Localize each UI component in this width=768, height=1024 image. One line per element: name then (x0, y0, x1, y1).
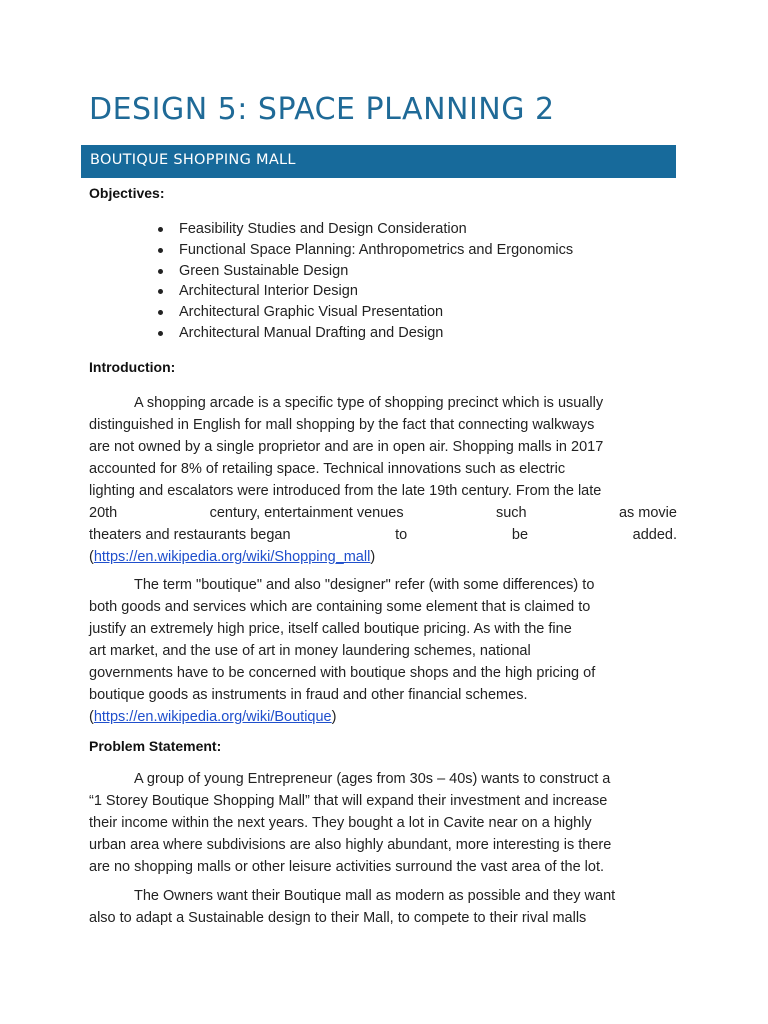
paren: ) (331, 709, 337, 725)
bullet-icon (158, 289, 163, 294)
list-item (89, 302, 573, 323)
text-line (89, 546, 677, 568)
text-line (89, 414, 677, 436)
text-line (89, 480, 677, 502)
bullet-icon (158, 331, 163, 336)
bullet-icon (158, 227, 163, 232)
line-word: theaters and restaurants began (89, 527, 291, 543)
text-line (89, 812, 677, 834)
text-line (89, 768, 677, 790)
introduction-paragraph-1 (89, 392, 677, 568)
bullet-icon (158, 248, 163, 253)
line-text: both goods and services which are containing some element that is claimed to (89, 599, 591, 615)
paren: ( (89, 549, 94, 565)
text-line (89, 856, 677, 878)
line-text: justify an extremely high price, itself called boutique pricing. As with the fine (89, 621, 572, 637)
text-line (89, 618, 677, 640)
line-text: accounted for 8% of retailing space. Technical innovations such as electric (89, 461, 566, 477)
bullet-icon (158, 310, 163, 315)
list-item (89, 323, 573, 344)
objective-text: Architectural Manual Drafting and Design (179, 324, 444, 341)
document-title: DESIGN 5: SPACE PLANNING 2 (89, 92, 555, 127)
line-text: governments have to be concerned with boutique shops and the high pricing of (89, 665, 596, 681)
objective-text: Feasibility Studies and Design Consideration (179, 221, 467, 237)
line-text: A group of young Entrepreneur (ages from 30s – 40s) wants to construct a (134, 771, 611, 787)
line-text: also to adapt a Sustainable design to their Mall, to compete to their rival malls (89, 910, 587, 926)
text-line (89, 392, 677, 414)
shopping-mall-link[interactable]: https://en.wikipedia.org/wiki/Shopping_mall (93, 549, 371, 565)
problem-paragraph-1 (89, 768, 677, 878)
text-line (89, 574, 677, 596)
text-line (89, 706, 677, 728)
text-line (89, 662, 677, 684)
list-item (89, 281, 573, 302)
line-text: A shopping arcade is a specific type of shopping precinct which is usually (134, 395, 604, 411)
line-text: lighting and escalators were introduced from the late 19th century. From the late (89, 483, 602, 499)
text-line (89, 834, 677, 856)
line-word: as movie (618, 505, 677, 521)
problem-paragraph-2 (89, 885, 677, 929)
line-text: urban area where subdivisions are also highly abundant, more interesting is there (89, 837, 612, 853)
line-word: 20th (89, 505, 118, 521)
problem-statement-heading: Problem Statement: (89, 738, 222, 754)
text-line (89, 436, 677, 458)
objectives-list (89, 219, 573, 344)
objectives-heading: Objectives: (89, 185, 165, 201)
text-line (89, 885, 677, 907)
section-banner: BOUTIQUE SHOPPING MALL (81, 145, 676, 178)
boutique-link[interactable]: https://en.wikipedia.org/wiki/Boutique (93, 709, 332, 725)
text-line (89, 907, 677, 929)
text-line (89, 790, 677, 812)
line-text: art market, and the use of art in money laundering schemes, national (89, 643, 531, 659)
line-text: “1 Storey Boutique Shopping Mall” that will expand their investment and increase (89, 793, 608, 809)
text-line (89, 640, 677, 662)
introduction-heading: Introduction: (89, 359, 176, 375)
line-text: The term "boutique" and also "designer" refer (with some differences) to (134, 577, 595, 593)
line-text: are no shopping malls or other leisure activities surround the vast area of the lot. (89, 859, 605, 875)
line-word: to (395, 527, 408, 543)
text-line (89, 524, 677, 546)
paren: ) (370, 549, 376, 565)
line-text: distinguished in English for mall shopping by the fact that connecting walkways (89, 417, 595, 433)
line-text: boutique goods as instruments in fraud and other financial schemes. (89, 687, 528, 703)
text-line (89, 502, 677, 524)
text-line (89, 684, 677, 706)
line-word: such (495, 505, 527, 521)
list-item (89, 240, 573, 261)
line-word: be (511, 527, 529, 543)
objective-text: Green Sustainable Design (179, 262, 349, 279)
list-item (89, 219, 573, 240)
bullet-icon (158, 269, 163, 274)
objective-text: Architectural Graphic Visual Presentation (179, 304, 444, 321)
line-word: century, entertainment venues (209, 505, 404, 521)
introduction-paragraph-2 (89, 574, 677, 728)
line-text: The Owners want their Boutique mall as modern as possible and they want (134, 888, 616, 904)
paren: ( (89, 709, 94, 725)
objective-text: Functional Space Planning: Anthropometrics and Ergonomics (179, 241, 574, 258)
list-item (89, 261, 573, 282)
line-word: added. (632, 527, 677, 543)
text-line (89, 596, 677, 618)
objective-text: Architectural Interior Design (179, 283, 358, 300)
line-text: are not owned by a single proprietor and are in open air. Shopping malls in 2017 (89, 439, 604, 455)
line-text: their income within the next years. They bought a lot in Cavite near on a highly (89, 815, 592, 831)
text-line (89, 458, 677, 480)
